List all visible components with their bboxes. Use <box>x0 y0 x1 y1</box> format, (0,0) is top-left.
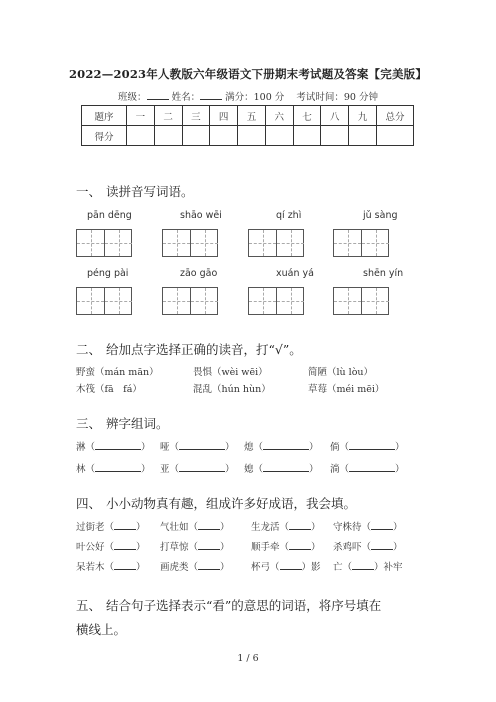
score-col: 三 <box>182 106 210 126</box>
idiom-item: 打草惊（ ） <box>160 542 230 553</box>
score-col: 五 <box>238 106 266 126</box>
answer-blank[interactable] <box>289 520 311 530</box>
score-col: 八 <box>321 106 349 126</box>
section-title: 读拼音写词语。 <box>106 184 194 199</box>
idiom-item: 气壮如（ ） <box>160 522 230 533</box>
score-col: 四 <box>210 106 238 126</box>
section-number: 四、 <box>76 496 102 511</box>
section-title: 给加点字选择正确的读音，打“√”。 <box>106 342 302 357</box>
section3-heading <box>76 414 169 432</box>
word-item: 亚（ ） <box>160 464 235 475</box>
section-title: 结合句子选择表示“看”的意思的词语，将序号填在 <box>106 598 382 613</box>
answer-blank[interactable] <box>198 520 220 530</box>
pinyin: jǔ sàng <box>363 210 398 221</box>
answer-blank[interactable] <box>114 560 136 570</box>
name-label: 姓名： <box>171 92 201 103</box>
section-number: 一、 <box>76 184 102 199</box>
answer-blank[interactable] <box>352 560 374 570</box>
idiom-item: 顺手牵（ ） <box>251 542 321 553</box>
score-table <box>81 105 414 146</box>
answer-blank[interactable] <box>114 540 136 550</box>
exam-time: 考试时间：90 分钟 <box>296 92 378 103</box>
exam-info <box>0 89 496 103</box>
score-col: 九 <box>349 106 377 126</box>
page-number: 1 / 6 <box>237 653 259 664</box>
score-col: 六 <box>265 106 293 126</box>
score-table-score-row <box>82 126 414 146</box>
word-item: 倘（ ） <box>330 442 405 453</box>
score-cell[interactable] <box>349 126 377 146</box>
pronunciation-item[interactable]: 混乱（hún hùn） <box>193 384 271 395</box>
score-cell[interactable] <box>210 126 238 146</box>
section4-heading <box>76 494 356 512</box>
pronunciation-item[interactable]: 简陋（lù lòu） <box>308 367 374 378</box>
word-item: 淋（ ） <box>76 442 151 453</box>
writing-box[interactable] <box>248 287 304 315</box>
score-cell[interactable] <box>238 126 266 146</box>
idiom-item: 杯弓（ ）影 <box>251 562 321 573</box>
section-number: 二、 <box>76 342 102 357</box>
section2-heading <box>76 340 302 358</box>
score-col: 题序 <box>82 106 127 126</box>
word-item: 媳（ ） <box>244 464 319 475</box>
idiom-item: 守株待（ ） <box>333 522 403 533</box>
exam-title: 2022—2023年人教版六年级语文下册期末考试题及答案【完美版】 <box>68 67 428 81</box>
answer-blank[interactable] <box>179 462 225 472</box>
writing-box[interactable] <box>248 229 304 257</box>
writing-box[interactable] <box>162 229 218 257</box>
pronunciation-item[interactable]: 木筏（fā fá） <box>76 384 142 395</box>
section-title: 辨字组词。 <box>106 416 169 431</box>
writing-box[interactable] <box>76 287 132 315</box>
idiom-item: 叶公好（ ） <box>76 542 146 553</box>
word-item: 哑（ ） <box>160 442 235 453</box>
idiom-item: 生龙活（ ） <box>251 522 321 533</box>
pinyin: zāo gāo <box>180 268 218 279</box>
score-cell[interactable] <box>265 126 293 146</box>
pinyin: xuán yá <box>276 268 314 279</box>
answer-blank[interactable] <box>179 440 225 450</box>
answer-blank[interactable] <box>349 462 395 472</box>
score-cell[interactable] <box>154 126 182 146</box>
writing-box[interactable] <box>333 287 389 315</box>
score-cell[interactable] <box>127 126 155 146</box>
section-title: 小小动物真有趣，组成许多好成语，我会填。 <box>106 496 357 511</box>
section-number: 三、 <box>76 416 102 431</box>
idiom-item: 呆若木（ ） <box>76 562 146 573</box>
idiom-item: 画虎类（ ） <box>160 562 230 573</box>
score-row-label: 得分 <box>82 126 127 146</box>
answer-blank[interactable] <box>95 462 141 472</box>
pinyin: qí zhì <box>276 210 302 221</box>
section1-heading <box>76 182 194 200</box>
writing-box[interactable] <box>76 229 132 257</box>
score-table-header-row <box>82 106 414 126</box>
idiom-item: 过街老（ ） <box>76 522 146 533</box>
score-cell[interactable] <box>377 126 414 146</box>
writing-box[interactable] <box>333 229 389 257</box>
score-cell[interactable] <box>321 126 349 146</box>
score-col: 七 <box>293 106 321 126</box>
answer-blank[interactable] <box>280 560 302 570</box>
pinyin: shāo wēi <box>180 210 222 221</box>
pronunciation-item[interactable]: 草莓（méi mēi） <box>308 384 385 395</box>
answer-blank[interactable] <box>289 540 311 550</box>
section5-heading <box>76 596 381 614</box>
writing-box[interactable] <box>162 287 218 315</box>
idiom-item: 亡（ ）补牢 <box>333 562 403 573</box>
answer-blank[interactable] <box>114 520 136 530</box>
word-item: 林（ ） <box>76 464 151 475</box>
answer-blank[interactable] <box>371 540 393 550</box>
score-col: 一 <box>127 106 155 126</box>
name-blank[interactable] <box>200 90 222 100</box>
score-col: 二 <box>154 106 182 126</box>
answer-blank[interactable] <box>263 462 309 472</box>
score-col: 总分 <box>377 106 414 126</box>
word-item: 熄（ ） <box>244 442 319 453</box>
pronunciation-item[interactable]: 野蛮（mán mān） <box>76 367 159 378</box>
answer-blank[interactable] <box>198 560 220 570</box>
word-item: 淌（ ） <box>330 464 405 475</box>
answer-blank[interactable] <box>198 540 220 550</box>
score-cell[interactable] <box>182 126 210 146</box>
answer-blank[interactable] <box>371 520 393 530</box>
class-label: 班级： <box>118 92 147 103</box>
score-cell[interactable] <box>293 126 321 146</box>
full-score: 满分：100 分 <box>225 92 285 103</box>
section5-heading-cont: 横线上。 <box>76 622 127 637</box>
pronunciation-item[interactable]: 畏惧（wèi wēi） <box>193 367 268 378</box>
answer-blank[interactable] <box>349 440 395 450</box>
section-number: 五、 <box>76 598 102 613</box>
answer-blank[interactable] <box>95 440 141 450</box>
pinyin: pān dēng <box>87 210 132 221</box>
pinyin: péng pài <box>87 268 129 279</box>
answer-blank[interactable] <box>263 440 309 450</box>
idiom-item: 杀鸡吓（ ） <box>333 542 403 553</box>
class-blank[interactable] <box>147 90 169 100</box>
pinyin: shēn yín <box>363 268 404 279</box>
